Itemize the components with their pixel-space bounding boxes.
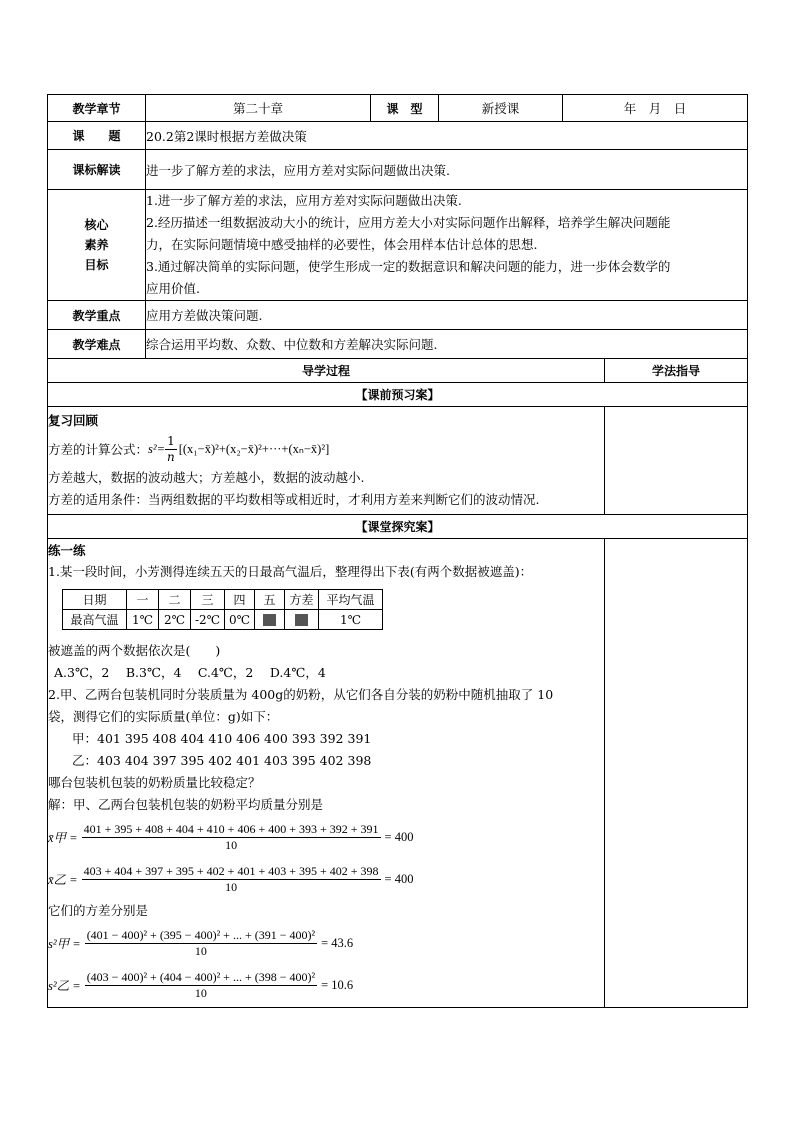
temp-cell: 2℃ bbox=[159, 610, 191, 630]
lesson-plan-table bbox=[47, 94, 748, 1008]
question-1-ask: 被遮盖的两个数据依次是( ) bbox=[48, 643, 221, 658]
question-1: 1.某一段时间，小芳测得连续五天的日最高气温后，整理得出下表(有两个数据被遮盖)： bbox=[48, 564, 533, 579]
formula-body: [(x₁−x̄)²+(x₂−x̄)²+···+(xₙ−x̄)²] bbox=[178, 442, 330, 456]
temp-header-cell: 二 bbox=[159, 590, 191, 610]
core-goal-line: 力，在实际问题情境中感受抽样的必要性，体会用样本估计总体的思想. bbox=[146, 237, 538, 252]
core-label-line: 核心 bbox=[84, 218, 109, 232]
formula-denominator: n bbox=[167, 449, 175, 464]
temp-header-cell: 一 bbox=[127, 590, 159, 610]
core-goal-line: 1.进一步了解方差的求法，应用方差对实际问题做出决策. bbox=[146, 193, 462, 208]
formula-rhs: = 43.6 bbox=[321, 935, 354, 950]
core-label-line: 目标 bbox=[84, 258, 109, 272]
formula-numerator: 403 + 404 + 397 + 395 + 402 + 401 + 403 + 395 + 402 + 398 bbox=[83, 863, 379, 878]
difficult-value: 综合运用平均数、众数、中位数和方差解决实际问题. bbox=[146, 330, 748, 359]
hidden-variance-cell bbox=[285, 610, 319, 630]
temp-cell: 1℃ bbox=[319, 610, 383, 630]
formula-fraction bbox=[82, 864, 381, 895]
temp-cell: 0℃ bbox=[225, 610, 255, 630]
question-2-line: 袋，测得它们的实际质量(单位：g)如下： bbox=[48, 709, 279, 724]
masked-value-icon bbox=[263, 614, 276, 626]
core-goal-line: 应用价值. bbox=[146, 281, 200, 296]
formula-lhs: x̄乙 = bbox=[48, 873, 78, 887]
topic-label: 课 题 bbox=[48, 122, 146, 150]
class-section-title: 【课堂探究案】 bbox=[48, 515, 748, 539]
formula-lhs: s²甲 = bbox=[48, 937, 81, 951]
temp-cell: -2℃ bbox=[191, 610, 225, 630]
class-content bbox=[48, 539, 605, 1008]
temp-cell: 1℃ bbox=[127, 610, 159, 630]
variance-yi-formula bbox=[48, 964, 604, 1006]
formula-lhs: s²乙 = bbox=[48, 979, 81, 993]
formula-lhs: x̄甲 = bbox=[48, 831, 78, 845]
variance-jia-formula bbox=[48, 922, 604, 964]
masked-value-icon bbox=[295, 614, 308, 626]
formula-fraction bbox=[85, 970, 317, 1001]
mean-jia-formula bbox=[48, 816, 604, 858]
chapter-value: 第二十章 bbox=[146, 95, 371, 122]
pre-guidance-cell bbox=[605, 407, 748, 515]
formula-denominator: 10 bbox=[194, 985, 207, 1000]
formula-rhs: = 400 bbox=[384, 871, 414, 886]
core-label-line: 素养 bbox=[84, 238, 109, 252]
core-label bbox=[48, 190, 146, 301]
core-goal-line: 2.经历描述一组数据波动大小的统计，应用方差大小对实际问题作出解释，培养学生解决问题能 bbox=[146, 215, 671, 230]
core-goals bbox=[146, 190, 748, 301]
formula-fraction bbox=[82, 822, 381, 853]
solution-line: 解：甲、乙两台包装机包装的奶粉平均质量分别是 bbox=[48, 797, 324, 812]
mean-yi-formula bbox=[48, 858, 604, 900]
review-line: 方差的适用条件：当两组数据的平均数相等或相近时，才利用方差来判断它们的波动情况. bbox=[48, 492, 540, 507]
temperature-table bbox=[62, 589, 383, 630]
core-goal-line: 3.通过解决简单的实际问题，使学生形成一定的数据意识和解决问题的能力，进一步体会数学的 bbox=[146, 259, 671, 274]
review-line: 方差越大，数据的波动越大；方差越小，数据的波动越小. bbox=[48, 470, 365, 485]
standard-label: 课标解读 bbox=[48, 150, 146, 190]
process-heading: 导学过程 bbox=[48, 359, 605, 383]
formula-numerator: (403 − 400)² + (404 − 400)² + ... + (398 − 400)² bbox=[86, 969, 316, 984]
key-value: 应用方差做决策问题. bbox=[146, 301, 748, 330]
formula-rhs: = 10.6 bbox=[321, 977, 354, 992]
temp-header-cell: 日期 bbox=[63, 590, 127, 610]
formula-rhs: = 400 bbox=[384, 829, 414, 844]
yi-data: 乙：403 404 397 395 402 401 403 395 402 398 bbox=[72, 753, 372, 768]
formula-numerator: 401 + 395 + 408 + 404 + 410 + 406 + 400 + 393 + 392 + 391 bbox=[83, 821, 379, 836]
practice-title: 练一练 bbox=[48, 543, 86, 558]
question-1-options: A.3℃，2 B.3℃，4 C.4℃，2 D.4℃，4 bbox=[54, 665, 326, 680]
question-2-ask: 哪台包装机包装的奶粉质量比较稳定？ bbox=[48, 775, 261, 790]
temp-header-cell: 五 bbox=[255, 590, 285, 610]
type-label: 课 型 bbox=[371, 95, 439, 122]
temp-row-label: 最高气温 bbox=[63, 610, 127, 630]
formula-denominator: 10 bbox=[225, 837, 238, 852]
formula-numerator: (401 − 400)² + (395 − 400)² + ... + (391 − 400)² bbox=[86, 927, 316, 942]
variance-line: 它们的方差分别是 bbox=[48, 903, 149, 918]
jia-data: 甲：401 395 408 404 410 406 400 393 392 391 bbox=[72, 731, 372, 746]
temp-header-cell: 平均气温 bbox=[319, 590, 383, 610]
pre-review-content bbox=[48, 407, 605, 515]
temp-header-cell: 三 bbox=[191, 590, 225, 610]
formula-prefix: 方差的计算公式： bbox=[48, 442, 149, 457]
standard-value: 进一步了解方差的求法，应用方差对实际问题做出决策. bbox=[146, 150, 748, 190]
key-label: 教学重点 bbox=[48, 301, 146, 330]
pre-section-title: 【课前预习案】 bbox=[48, 383, 748, 407]
temp-header-cell: 四 bbox=[225, 590, 255, 610]
temp-header-cell: 方差 bbox=[285, 590, 319, 610]
variance-formula bbox=[48, 431, 604, 467]
topic-value: 20.2第2课时根据方差做决策 bbox=[146, 122, 748, 150]
hidden-temp-cell bbox=[255, 610, 285, 630]
formula-numerator: 1 bbox=[167, 433, 175, 448]
chapter-label: 教学章节 bbox=[48, 95, 146, 122]
formula-fraction bbox=[85, 928, 317, 959]
formula-denominator: 10 bbox=[225, 879, 238, 894]
review-title: 复习回顾 bbox=[48, 413, 99, 428]
difficult-label: 教学难点 bbox=[48, 330, 146, 359]
date-value: 年 月 日 bbox=[563, 95, 748, 122]
type-value: 新授课 bbox=[439, 95, 563, 122]
formula-s2: s²= bbox=[148, 441, 166, 456]
formula-denominator: 10 bbox=[194, 943, 207, 958]
formula-fraction bbox=[165, 434, 177, 465]
class-guidance-cell bbox=[605, 539, 748, 1008]
question-2-line: 2.甲、乙两台包装机同时分装质量为 400g的奶粉，从它们各自分装的奶粉中随机抽取了 10 bbox=[48, 687, 554, 702]
guidance-heading: 学法指导 bbox=[605, 359, 748, 383]
